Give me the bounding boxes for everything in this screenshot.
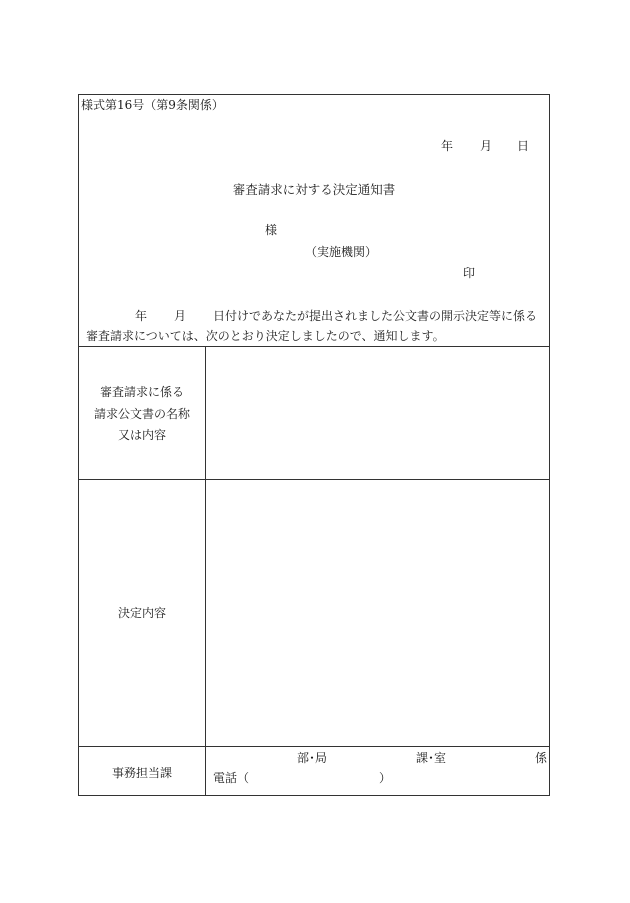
document-name-label-line-1: 審査請求に係る <box>99 385 184 399</box>
intro-line1: 日付けであなたが提出されました公文書の開示決定等に係る <box>213 309 538 323</box>
notice-form <box>78 94 550 796</box>
recipient-suffix: 様 <box>265 223 278 237</box>
ka-shitsu-label: 課･室 <box>416 751 447 765</box>
issuer-label: （実施機関） <box>305 245 378 259</box>
document-title: 審査請求に対する決定通知書 <box>232 182 396 197</box>
document-name-label-line-2: 請求公文書の名称 <box>93 407 190 421</box>
date-day-label: 日 <box>517 139 530 153</box>
department-label: 事務担当課 <box>111 766 172 780</box>
intro-month: 月 <box>174 309 187 323</box>
phone-label: 電話（ <box>213 771 250 785</box>
phone-close-paren: ） <box>379 771 392 785</box>
decision-label: 決定内容 <box>117 606 166 620</box>
bu-kyoku-label: 部･局 <box>297 751 328 765</box>
table-column-divider <box>205 346 206 795</box>
row-divider-2 <box>79 746 549 747</box>
table-top-divider <box>79 346 549 347</box>
document-name-label-line-3: 又は内容 <box>117 428 166 442</box>
date-month-label: 月 <box>480 139 493 153</box>
date-year-label: 年 <box>441 139 454 153</box>
form-number: 様式第16号（第9条関係） <box>81 98 224 112</box>
seal-mark: 印 <box>463 266 476 280</box>
row-divider-1 <box>79 479 549 480</box>
kakari-label: 係 <box>535 751 548 765</box>
intro-year: 年 <box>135 309 148 323</box>
intro-line2: 審査請求については、次のとおり決定しましたので、通知します。 <box>86 329 445 343</box>
